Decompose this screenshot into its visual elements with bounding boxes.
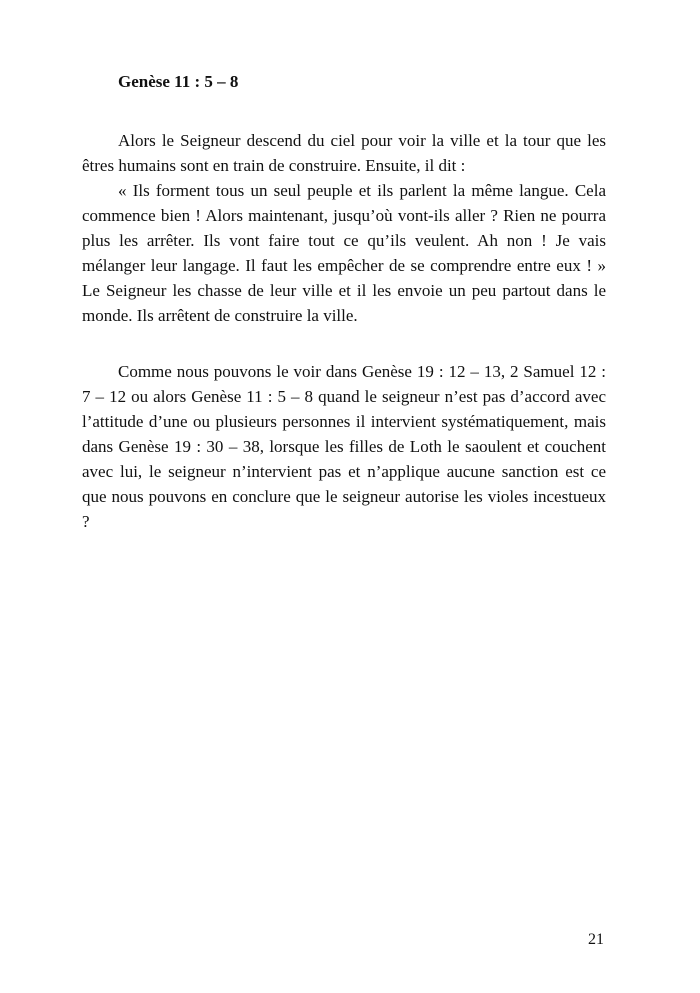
- paragraph-quotation: « Ils forment tous un seul peuple et ils parlent la même langue. Cela commence bien ! Alors maintenant, jusqu’où vont-ils aller ? Rien ne pourra plus les arrêter. Ils vont faire tout ce qu’ils veulent. Ah non ! Je vais mélanger leur langage. Il faut les empêcher de se comprendre entre eux ! » Le Seigneur les chasse de leur ville et il les envoie un peu partout dans le monde. Ils arrêtent de construire la ville.: [82, 181, 606, 325]
- paragraph-narrative: Alors le Seigneur descend du ciel pour voir la ville et la tour que les êtres humains sont en train de construire. Ensuite, il dit :: [82, 131, 606, 175]
- section-heading: Genèse 11 : 5 – 8: [118, 72, 239, 91]
- paragraph-analysis: Comme nous pouvons le voir dans Genèse 19 : 12 – 13, 2 Samuel 12 : 7 – 12 ou alors Genèse 11 : 5 – 8 quand le seigneur n’est pas d’accord avec l’attitude d’une ou plusieurs personnes il intervient systématiquement, mais dans Genèse 19 : 30 – 38, lorsque les filles de Loth le saoulent et couchent avec lui, le seigneur n’intervient pas et n’applique aucune sanction est ce que nous pouvons en conclure que le seigneur autorise les violes incestueux ?: [82, 362, 606, 531]
- page-content: [82, 70, 606, 534]
- page-number: 21: [588, 931, 604, 948]
